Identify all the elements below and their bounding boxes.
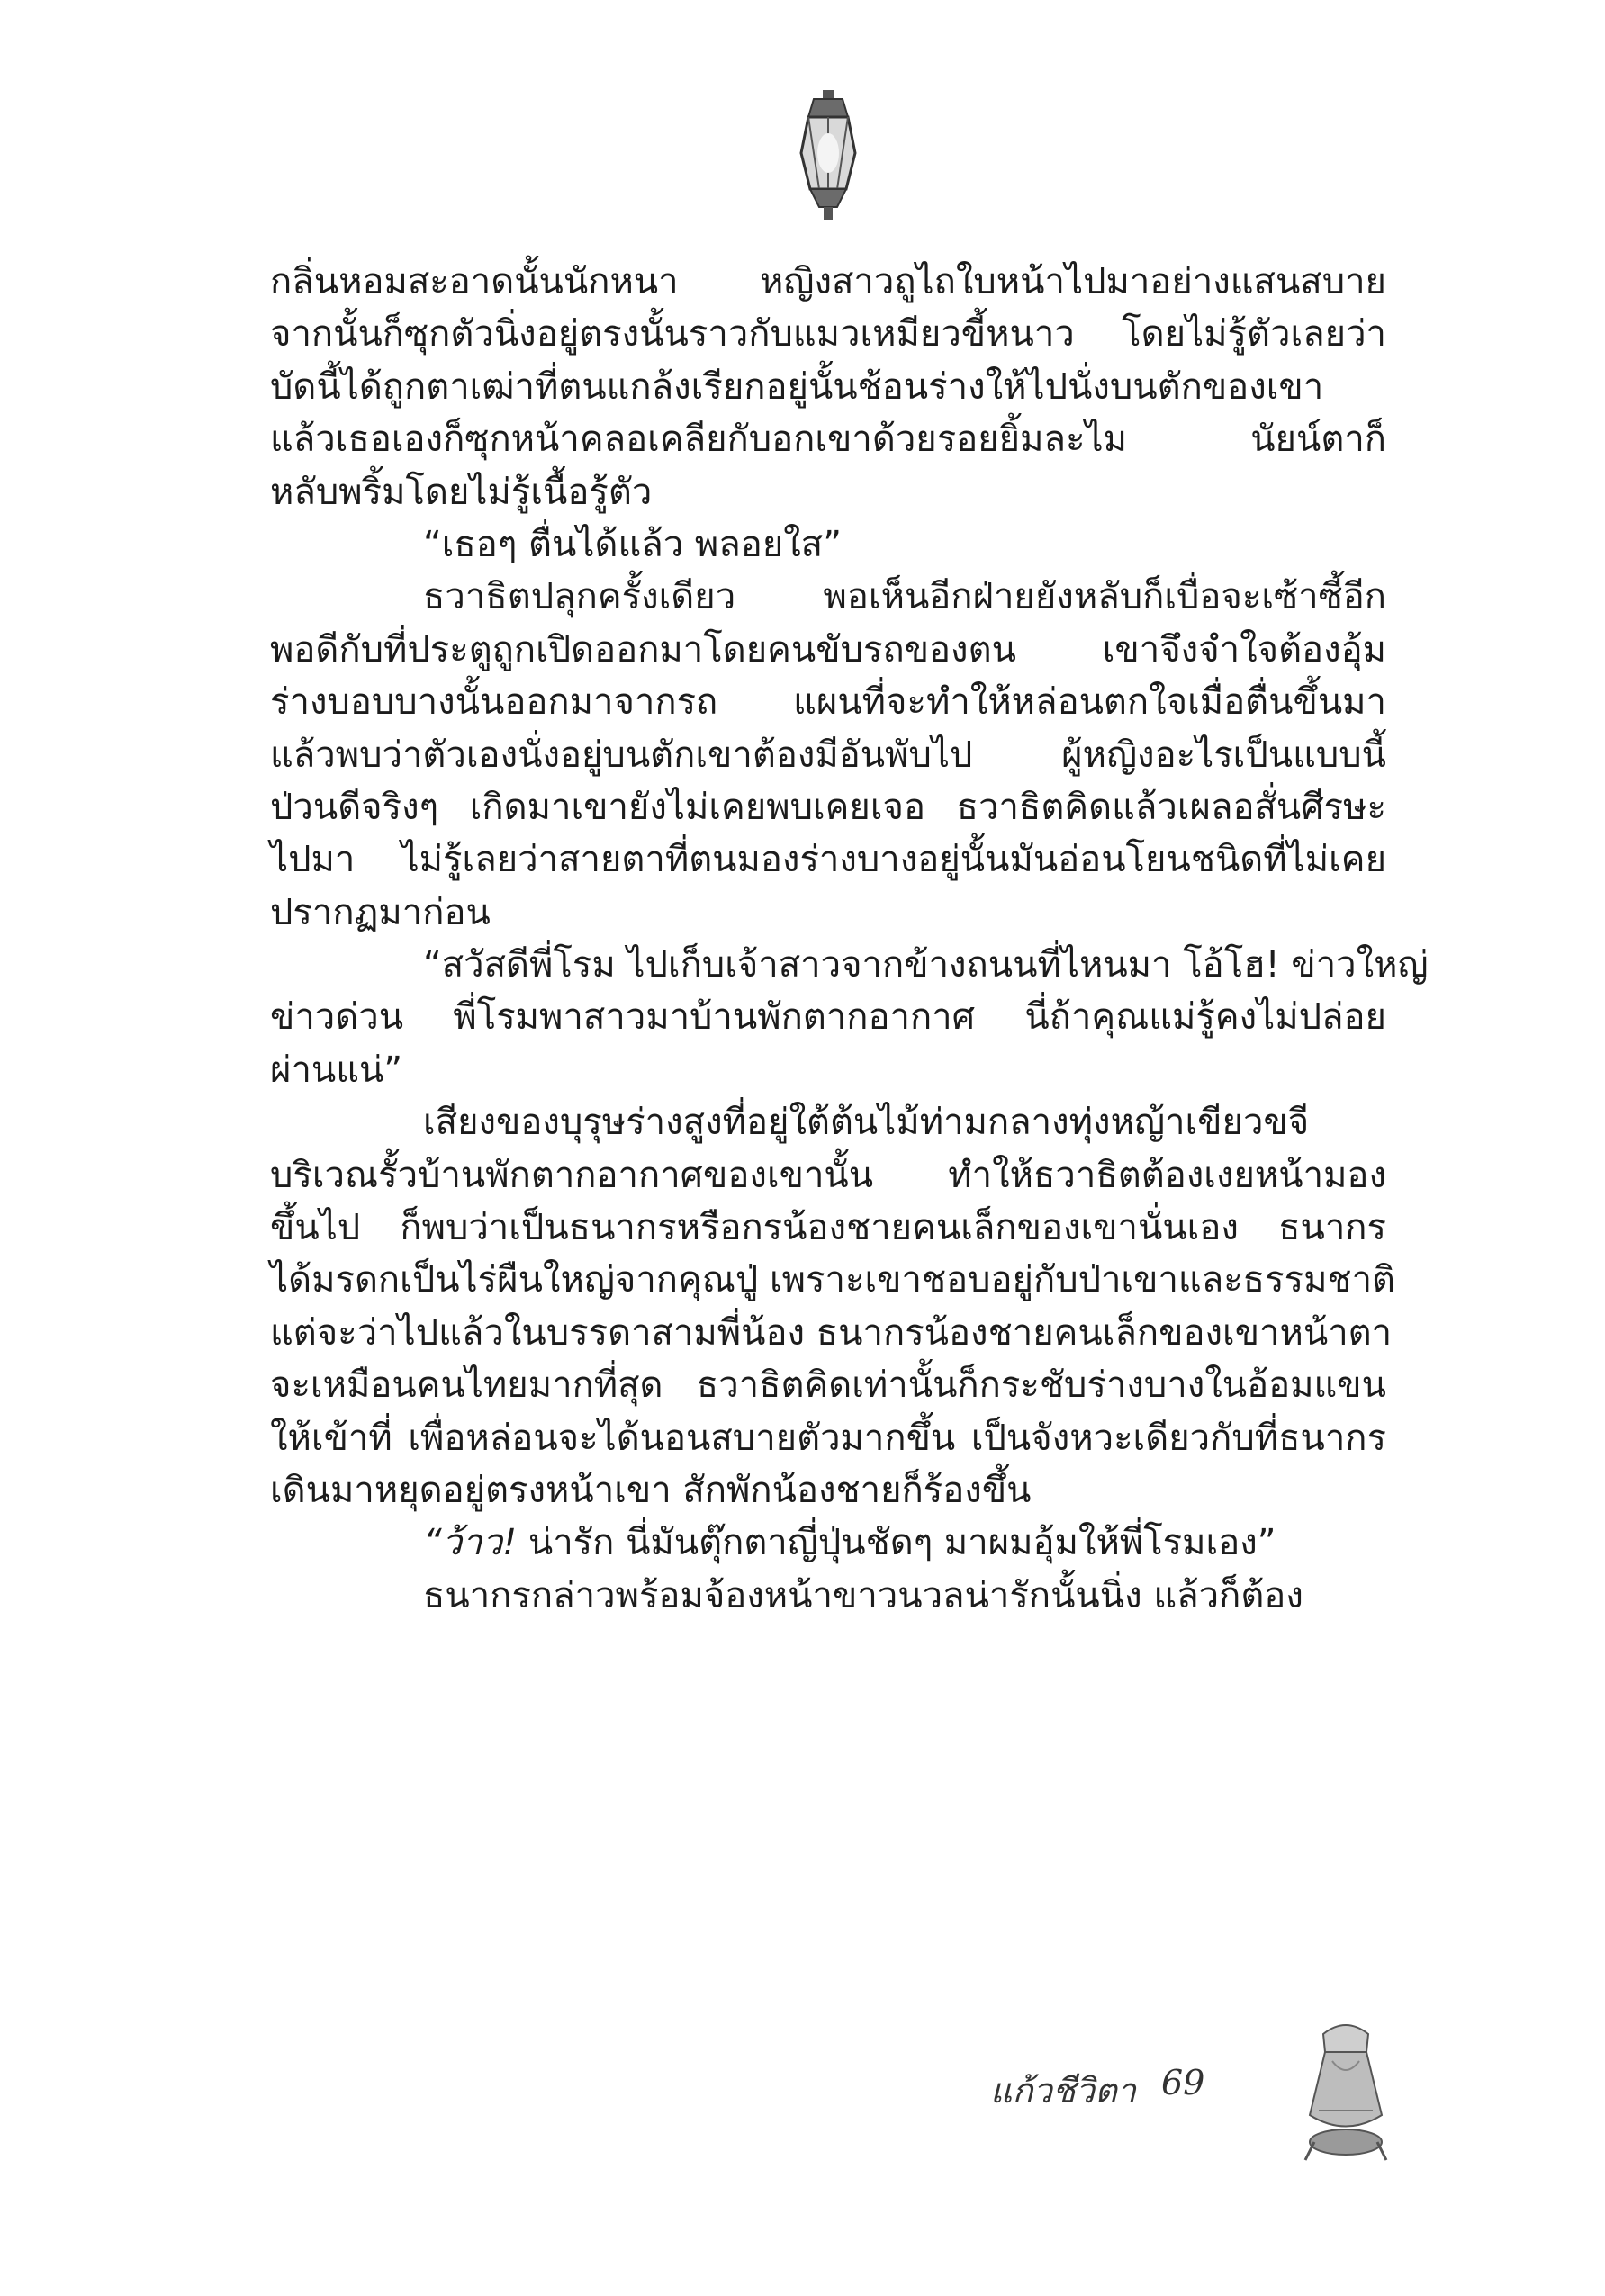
text-line: “สวัสดีพี่โรม ไปเก็บเจ้าสาวจากข้างถนนที่ไหนมา โอ้โฮ! ข่าวใหญ่	[423, 944, 1429, 986]
text-line: ขึ้นไป ก็พบว่าเป็นธนากรหรือกรน้องชายคนเล็กของเขานั่นเอง ธนากร	[270, 1207, 1386, 1249]
paragraph-7	[270, 1570, 1386, 1622]
emphasis-text: “ว้าว!	[423, 1522, 518, 1564]
text-line: ป่วนดีจริงๆ เกิดมาเขายังไม่เคยพบเคยเจอ ธวาธิตคิดแล้วเผลอสั่นศีรษะ	[270, 786, 1386, 828]
bag-icon	[1296, 2016, 1395, 2169]
text-line: “เธอๆ ตื่นได้แล้ว พลอยใส”	[423, 523, 842, 565]
text-line: ร่างบอบบางนั้นออกมาจากรถ แผนที่จะทำให้หล่อนตกใจเมื่อตื่นขึ้นมา	[270, 681, 1386, 724]
text-line: ให้เข้าที่ เพื่อหล่อนจะได้นอนสบายตัวมากขึ้น เป็นจังหวะเดียวกับที่ธนากร	[270, 1417, 1386, 1459]
paragraph-1	[270, 256, 1386, 518]
text-line: แล้วเธอเองก็ซุกหน้าคลอเคลียกับอกเขาด้วยรอยยิ้มละไม นัยน์ตาก็	[270, 419, 1386, 461]
text-line: ธนากรกล่าวพร้อมจ้องหน้าขาวนวลน่ารักนั้นนิ่ง แล้วก็ต้อง	[423, 1574, 1303, 1616]
text-line: ข่าวด่วน พี่โรมพาสาวมาบ้านพักตากอากาศ นี่ถ้าคุณแม่รู้คงไม่ปล่อย	[270, 996, 1386, 1039]
body-text	[270, 256, 1429, 1622]
text-line: ธวาธิตปลุกครั้งเดียว พอเห็นอีกฝ่ายยังหลับก็เบื่อจะเซ้าซี้อีก	[423, 576, 1386, 618]
lantern-icon	[792, 90, 864, 225]
paragraph-4	[270, 939, 1429, 1096]
page-number: 69	[1161, 2063, 1205, 2102]
paragraph-5	[270, 1096, 1396, 1517]
text-line: เดินมาหยุดอยู่ตรงหน้าเขา สักพักน้องชายก็ร้องขึ้น	[270, 1469, 1032, 1511]
text-line	[270, 1517, 1386, 1569]
paragraph-6	[270, 1517, 1386, 1569]
text-line: ได้มรดกเป็นไร่ผืนใหญ่จากคุณปู่ เพราะเขาชอบอยู่กับป่าเขาและธรรมชาติ	[270, 1259, 1396, 1301]
text-line: ไปมา ไม่รู้เลยว่าสายตาที่ตนมองร่างบางอยู่นั้นมันอ่อนโยนชนิดที่ไม่เคย	[270, 839, 1386, 881]
dialogue-text: น่ารัก นี่มันตุ๊กตาญี่ปุ่นชัดๆ มาผมอุ้มให้พี่โรมเอง”	[517, 1522, 1276, 1564]
text-line: แต่จะว่าไปแล้วในบรรดาสามพี่น้อง ธนากรน้องชายคนเล็กของเขาหน้าตา	[270, 1311, 1393, 1354]
text-line: กลิ่นหอมสะอาดนั้นนักหนา หญิงสาวถูไถใบหน้าไปมาอย่างแสนสบาย	[270, 261, 1386, 302]
text-line: ปรากฏมาก่อน	[270, 891, 491, 933]
text-line: ผ่านแน่”	[270, 1049, 403, 1091]
paragraph-2	[270, 518, 1386, 571]
text-line: พอดีกับที่ประตูถูกเปิดออกมาโดยคนขับรถของตน เขาจึงจำใจต้องอุ้ม	[270, 628, 1386, 671]
book-title: แก้วชีวิตา	[990, 2071, 1136, 2111]
text-line: เสียงของบุรุษร่างสูงที่อยู่ใต้ต้นไม้ท่ามกลางทุ่งหญ้าเขียวขจี	[423, 1102, 1310, 1144]
text-line: บริเวณรั้วบ้านพักตากอากาศของเขานั้น ทำให้ธวาธิตต้องเงยหน้ามอง	[270, 1154, 1386, 1196]
text-line: แล้วพบว่าตัวเองนั่งอยู่บนตักเขาต้องมีอันพับไป ผู้หญิงอะไรเป็นแบบนี้	[270, 734, 1386, 776]
text-line: จะเหมือนคนไทยมากที่สุด ธวาธิตคิดเท่านั้นก็กระชับร่างบางในอ้อมแขน	[270, 1364, 1386, 1407]
text-line: หลับพริ้มโดยไม่รู้เนื้อรู้ตัว	[270, 471, 653, 513]
text-line: บัดนี้ได้ถูกตาเฒ่าที่ตนแกล้งเรียกอยู่นั้นช้อนร่างให้ไปนั่งบนตักของเขา	[270, 365, 1324, 408]
paragraph-3	[270, 571, 1386, 939]
text-line: จากนั้นก็ซุกตัวนิ่งอยู่ตรงนั้นราวกับแมวเหมียวขี้หนาว โดยไม่รู้ตัวเลยว่า	[270, 313, 1386, 356]
